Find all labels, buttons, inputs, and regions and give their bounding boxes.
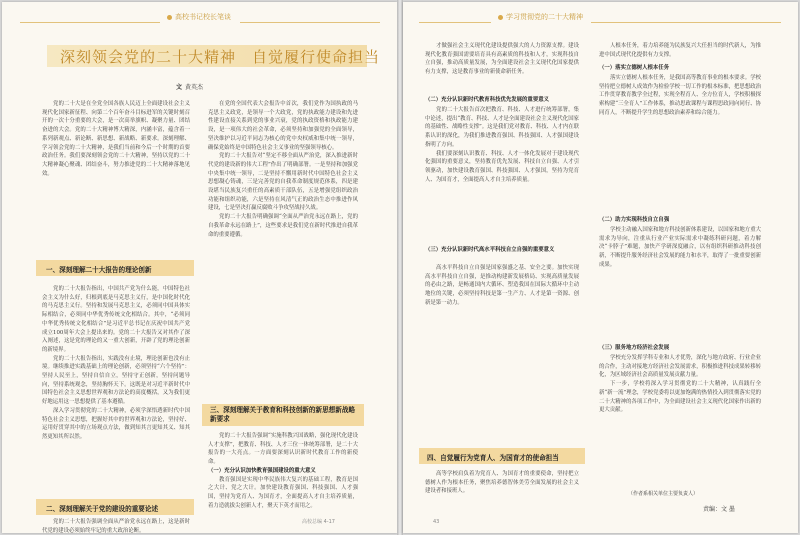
paragraph: 才做强社会主义现代化建设提供强大的人力资源支撑。建设现代化教育强国需要培育具有高素质的科技和人才，实现科技自立自强，推动高质量发展，为全面建设社会主义现代化国家提供有力支撑，这是教育事业的新使命新任务。 (425, 43, 579, 76)
runner-rule (20, 22, 160, 23)
left-page (2, 2, 397, 533)
paragraph: 党的二十大报告首次把教育、科技、人才进行统筹部署，集中论述，提出“教育、科技、人才是全面建设社会主义现代化国家的基础性、战略性支撑”。这是我们党对教育、科技、人才内在联系认识的深化，为我们推进教育强国、科技强国、人才强国建设指明了方向。 (425, 107, 579, 148)
paragraph: 党的二十大报告强调全面从严治党永远在路上，这是新时代党的建设必须始终牢记的重大政治论断。 (42, 519, 190, 534)
paragraph: 党的二十大报告指出，中国共产党为什么能，中国特色社会主义为什么好，归根到底是马克思主义行，是中国化时代化的马克思主义行。坚持和发展马克思主义，必须同中国具体实际相结合，必须同中华优秀传统文化相结合。其中，“必须同中华优秀传统文化相结合”是习近平总书记在庆祝中国共产党成立100周年大会上提出来的。党的二十大报告又对其作了深入阐述，这是党的理论的又一重大创新，开辟了党的理论创新的新境界。 (42, 286, 190, 353)
paragraph: 教育强国是实现中华民族伟大复兴的基础工程，教育是国之大计、党之大计。加快建设教育强国、科技强国、人才强国，坚持为党育人、为国育才，全面提高人才自主培养质量，着力造就拔尖创新人才，聚天下英才而用之。 (208, 476, 358, 509)
paragraph: 高等学校肩负着为党育人、为国育才的重要使命，坚持把立德树人作为根本任务，聚焦培养德智体美劳全面发展的社会主义建设者和接班人。 (425, 471, 579, 495)
paragraph: 高水平科技自立自强是国家强盛之基、安全之要。加快实现高水平科技自立自强，是推动构建新发展格局、实现高质量发展的必由之路，是畅通国内大循环、塑造我国在国际大循环中主动地位的关键，必须坚持科技是第一生产力、人才是第一资源、创新是第一动力。 (425, 265, 579, 306)
section-heading-1: 一、深刻理解二十大报告的理论创新 (46, 266, 152, 274)
paragraph: 人根本任务，着力培养能为民族复兴大任担当的时代新人，为推进中国式现代化提供有力支撑。 (599, 43, 761, 58)
right-subheading-3: （一）落实立德树人根本任务 (599, 65, 670, 71)
right-column-2 (599, 42, 761, 62)
section-heading-4: 四、自觉履行为党育人、为国育才的使命担当 (427, 454, 559, 462)
article-title: 深刻领会党的二十大精神 自觉履行使命担当 (60, 48, 381, 66)
right-subheading-1: （二）充分认识新时代教育科技优先发展的重要意义 (425, 97, 549, 103)
page-number: 43 (433, 519, 440, 525)
editor-credit: 责编：文 墨 (703, 506, 735, 513)
right-subheading-4: （二）助力实现科技自立自强 (599, 217, 670, 223)
bullet-icon (167, 15, 172, 20)
paragraph: 学校主动融入国家和地方科技创新体系建设，以国家和地方重大需求为导向，注重从行业产业实际需求中凝练科研问题，着力解决“卡脖子”难题，加快产学研深度融合，以有组织科研推动科技创新，不断提升服务经济社会发展的能力和水平，取得了一批重要创新成果。 (599, 227, 761, 268)
author-note: （作者系相关单位主要负责人） (628, 491, 699, 497)
left-column-1c (42, 518, 190, 534)
right-subheading-2: （三）充分认识新时代高水平科技自立自强的重要意义 (425, 247, 555, 253)
runner-rule (419, 22, 491, 23)
paragraph: 党的二十大报告明确强调“全面从严治党永远在路上，党的自我革命永远在路上”，这些要求是我们党在新时代推进自我革命的重要遵循。 (208, 214, 358, 238)
right-column-1b (425, 106, 579, 244)
paragraph: 落实立德树人根本任务，是我国高等教育事业的根本要求。学校坚持把立德树人成效作为检验学校一切工作的根本标准，把思想政治工作贯穿教育教学全过程，实现全程育人、全方位育人，学校积极探索构建“三全育人”工作体系，推动思政课程与课程思政同向同行、协同育人，不断提升学生的思想政治素养和综合能力。 (599, 75, 761, 116)
paragraph: 在党的全国代表大会报告中首次，我们党作为国执政的马克思主义政党，是领导一个大政党，党的执政能力建设和先进性建设直接关系到党的事业兴衰，党的执政资格和执政能力建设，是一项伟大的社会革命，必须坚持和加强党的全面领导，坚决维护以习近平同志为核心的党中央权威和集中统一领导，确保党始终是中国特色社会主义事业的坚强领导核心。 (208, 101, 358, 151)
right-column-2d (599, 354, 761, 484)
page-number: 高校总编 4-17 (302, 519, 335, 525)
right-page (403, 2, 798, 533)
paragraph: 党的二十大是在全党全国各族人民迈上全面建设社会主义现代化国家新征程、向第二个百年奋斗目标进军的关键时刻召开的一次十分重要的大会，是一次高举旗帜、凝聚力量、团结奋进的大会。党的二十大精神博大精深，内涵丰富，蕴含着一系列新观点、新论断、新思想、新战略、新要求。深刻理解、学习领会党的二十大精神，是我们当前和今后一个时期的首要政治任务。我们要深刻领会党的二十大精神，坚持以党的二十大精神凝心聚魂、团结奋斗，努力推进党的二十大精神落地见效。 (42, 101, 190, 177)
left-column-1 (42, 100, 190, 178)
paragraph: 下一步，学校将深入学习贯彻党的二十大精神，认真践行全新“新一流”理念，学校党委将以更加饱满的热情投入到贯彻落实党的二十大精神的各项工作中，为全面建设社会主义现代化国家作出新的更大贡献。 (599, 381, 761, 414)
bullet-icon (498, 15, 503, 20)
left-column-1b (42, 285, 190, 498)
byline: 文 黄英杰 (176, 84, 204, 91)
right-subheading-5: （三）服务地方经济社会发展 (599, 345, 670, 351)
section-heading-2: 二、深刻理解关于党的建设的重要论述 (46, 505, 159, 513)
right-column-1c (425, 264, 579, 446)
paragraph: 深入学习贯彻党的二十大精神，必须学深悟透新时代中国特色社会主义思想，把握好其中的世界观和方法论，坚持好、运用好贯穿其中的立场观点方法，做到知其言更知其义、知其然更知其所以然。 (42, 407, 190, 440)
right-column-1d (425, 470, 579, 524)
section-heading-3: 三、深刻理解关于教育和科技创新的新思想新战略新要求 (210, 406, 356, 423)
subheading: （一）充分认识加快教育强国建设的重大意义 (208, 467, 316, 474)
left-column-2b (208, 432, 358, 524)
paragraph: 学校充分发挥学科专业和人才优势，深化与地方政府、行业企业的合作，主动对接地方经济社会发展需求，积极推进科技成果转移转化，为区域经济社会高质量发展贡献力量。 (599, 355, 761, 379)
paragraph: 党的二十大报告强调“实施科教兴国战略，强化现代化建设人才支撑”，把教育、科技、人才三位一体统筹部署，是二十大报告的一大亮点。一方面要深刻认识新时代教育工作的新使命。 (208, 433, 358, 466)
running-head-left: 高校书记校长笔谈 (167, 12, 231, 22)
paragraph: 我们要深刻认识教育、科技、人才一体化发展对于建设现代化强国的重要意义，坚持教育优先发展、科技自立自强、人才引领驱动，加快建设教育强国、科技强国、人才强国，坚持为党育人、为国育才，全面提高人才自主培养质量。 (425, 150, 579, 183)
right-column-2b (599, 74, 761, 212)
paragraph: 党的二十大报告对“坚定不移全面从严治党，深入推进新时代党的建设新的伟大工程”作出了明确部署。一是坚持和加强党中央集中统一领导，二是坚持不懈用新时代中国特色社会主义思想凝心铸魂，三是完善党的自我革命制度规范体系，四是建设堪当民族复兴重任的高素质干部队伍，五是增强党组织政治功能和组织功能，六是坚持在风清气正的政治生态中推进作风建设，七是坚决打赢反腐败斗争攻坚战持久战。 (208, 153, 358, 212)
right-column-1 (425, 42, 579, 94)
paragraph: 党的二十大报告指出，实践没有止境，理论创新也没有止境。继续推进实践基础上的理论创新，必须坚持“六个坚持”：坚持人民至上，坚持自信自立，坚持守正创新，坚持问题导向，坚持系统观念，坚持胸怀天下。这既是对习近平新时代中国特色社会主义思想世界观和方法论的高度概括，又为我们更好地运用这一思想提供了基本遵循。 (42, 355, 190, 406)
running-head-right: 学习贯彻党的二十大精神 (498, 12, 583, 22)
runner-rule (591, 22, 781, 23)
runner-rule (240, 22, 380, 23)
right-column-2c (599, 226, 761, 342)
left-column-2 (208, 100, 358, 410)
